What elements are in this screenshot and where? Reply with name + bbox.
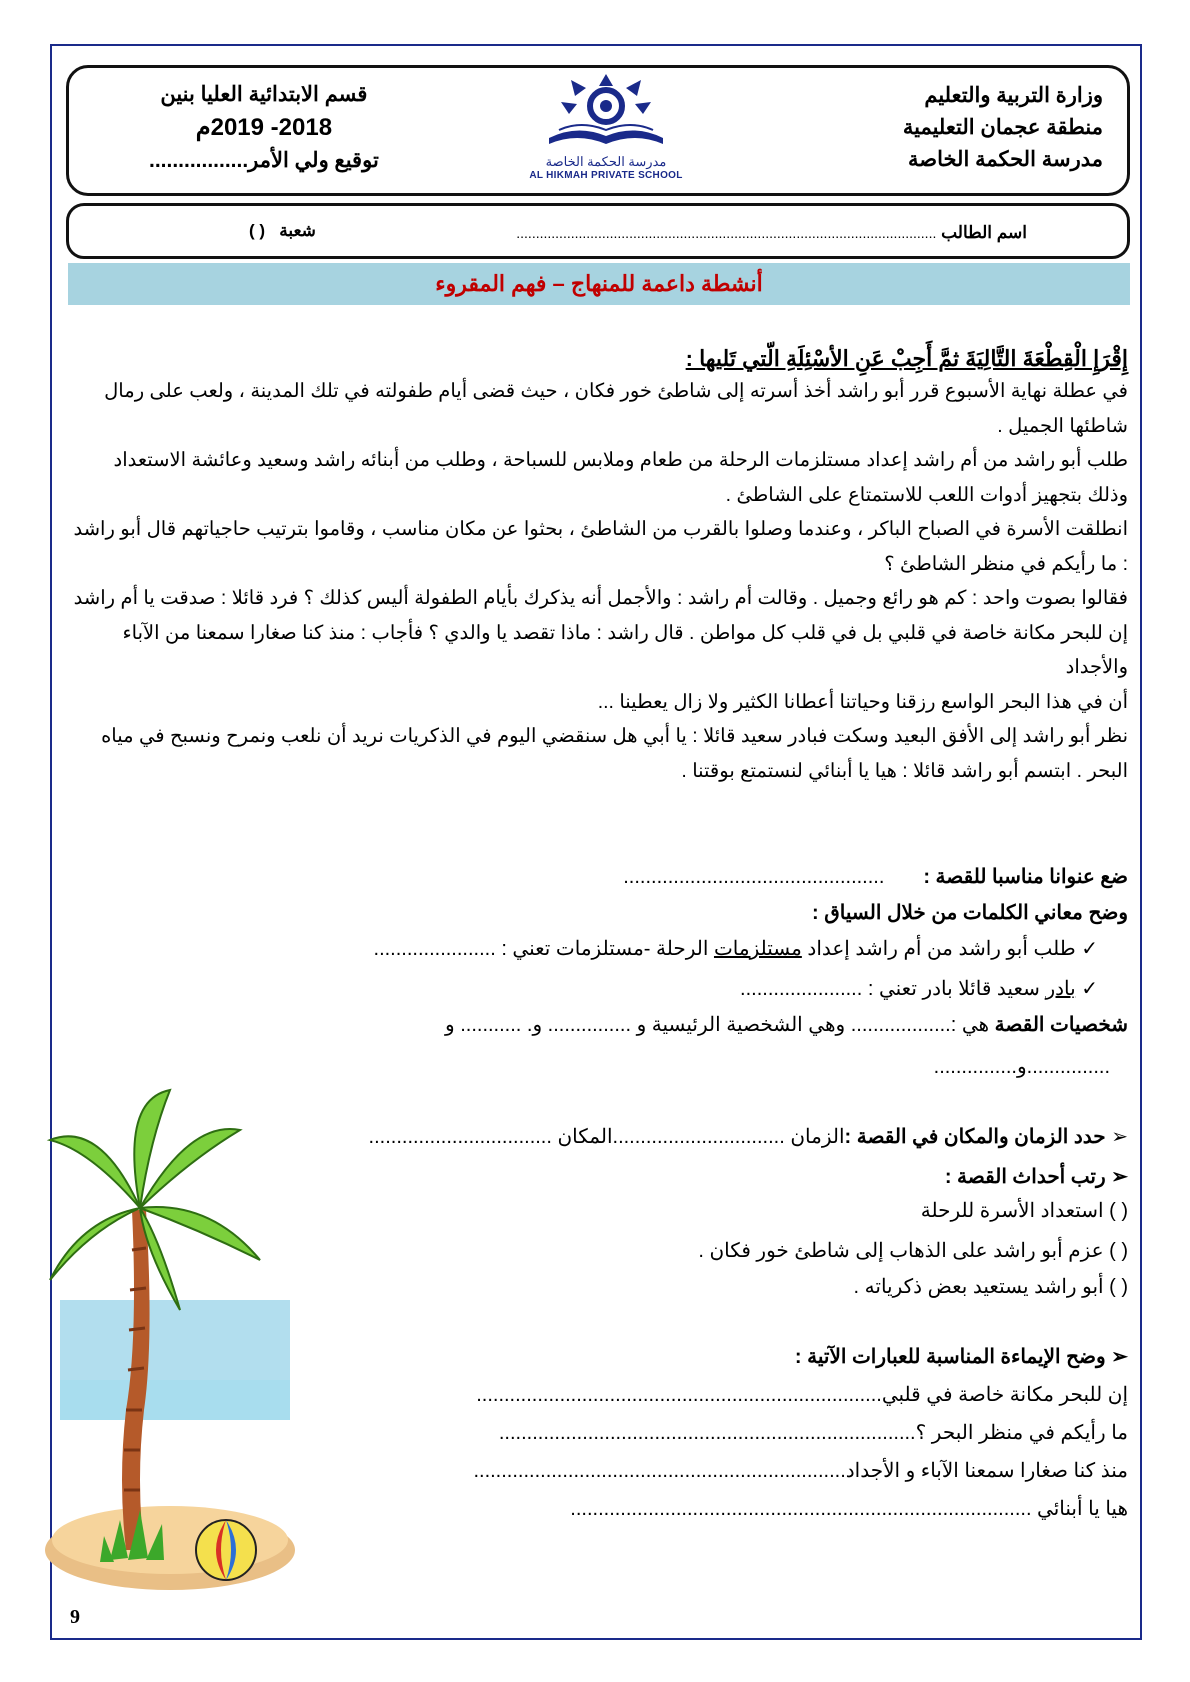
activity-title-banner: أنشطة داعمة للمنهاج – فهم المقروء xyxy=(68,263,1130,305)
characters-rest: هي :.................. وهي الشخصية الرئيسية و ............... و. ........... و xyxy=(445,1014,995,1036)
student-info-box xyxy=(66,203,1130,259)
header-box xyxy=(66,65,1130,196)
department-block xyxy=(149,78,379,177)
passage-paragraph: فقالوا بصوت واحد : كم هو رائع وجميل . وقالت أم راشد : والأجمل أنه يذكرك بأيام الطفولة أليس كذلك ؟ فرد قائلا : صدقت يا أم راشد إن للبحر مكانة خاصة في قلبي بل في قلب كل مواطن . قال راشد : ماذا تقصد يا والدي ؟ فأجاب : منذ كنا صغارا سمعنا من الآباء والأجداد xyxy=(73,587,1128,678)
time-place-fields: الزمان ...............................المكان ................................. xyxy=(368,1126,845,1148)
logo-arabic-text: مدرسة الحكمة الخاصة xyxy=(545,154,667,169)
order-item[interactable]: ( ) استعداد الأسرة للرحلة xyxy=(920,1200,1128,1222)
school-line: مدرسة الحكمة الخاصة xyxy=(908,148,1103,171)
ministry-line: وزارة التربية والتعليم xyxy=(924,84,1103,107)
meaning-1-word: مستلزمات xyxy=(713,938,802,960)
implication-item[interactable]: منذ كنا صغارا سمعنا الآباء و الأجداد................................................................... xyxy=(473,1460,1128,1482)
student-name-label: اسم الطالب xyxy=(941,223,1027,242)
story-title-dots: ............................................... xyxy=(623,866,885,888)
section-paren: ( ) xyxy=(249,221,266,240)
school-logo xyxy=(501,72,711,196)
section-label: شعبة xyxy=(279,221,316,240)
order-item[interactable]: ( ) أبو راشد يستعيد بعض ذكرياته . xyxy=(853,1276,1128,1298)
order-item[interactable]: ( ) عزم أبو راشد على الذهاب إلى شاطئ خور فكان . xyxy=(698,1240,1128,1262)
meaning-1-prefix: طلب أبو راشد من أم راشد إعداد xyxy=(801,938,1076,960)
beach-ball-icon xyxy=(196,1520,256,1580)
word-meanings-question: وضح معاني الكلمات من خلال السياق : xyxy=(812,902,1128,924)
arrow-bullet-icon: ➢ xyxy=(1105,1126,1128,1148)
meaning-1-suffix: الرحلة -مستلزمات تعني : ...................... xyxy=(373,938,714,960)
order-events-label: رتب أحداث القصة : xyxy=(944,1166,1106,1188)
implication-label: وضح الإيماءة المناسبة للعبارات الآتية : xyxy=(794,1346,1106,1368)
check-icon: ✓ xyxy=(1075,938,1098,960)
palm-tree-beach-illustration xyxy=(40,1080,300,1600)
story-title-label: ضع عنوانا مناسبا للقصة : xyxy=(923,866,1128,888)
meaning-item-2[interactable] xyxy=(740,972,1098,1006)
time-place-question[interactable] xyxy=(369,1120,1128,1154)
meaning-item-1[interactable] xyxy=(374,932,1098,966)
passage-paragraph: في عطلة نهاية الأسبوع قرر أبو راشد أخذ أسرته إلى شاطئ خور فكان ، حيث قضى أيام طفولته في تلك المدينة ، ولعب على رمال شاطئها الجميل . xyxy=(104,380,1128,437)
check-icon: ✓ xyxy=(1075,978,1098,1000)
student-name-dots: ............................................................................................................ xyxy=(516,225,937,241)
order-events-question xyxy=(945,1160,1128,1194)
characters-label: شخصيات القصة xyxy=(994,1014,1128,1036)
implication-item[interactable]: إن للبحر مكانة خاصة في قلبي......................................................................... xyxy=(476,1384,1128,1406)
section-field[interactable] xyxy=(249,221,316,241)
reading-instruction: إِقْرَإِ الْقِطْعَةَ التَّالِيَةَ ثمَّ أَجِبْ عَنِ الأسْئِلَةِ الّتي تَليها : xyxy=(685,346,1128,371)
page-number: 9 xyxy=(70,1606,80,1628)
department-line: قسم الابتدائية العليا بنين xyxy=(160,83,368,106)
time-place-label: حدد الزمان والمكان في القصة : xyxy=(844,1126,1106,1148)
arrow-bullet-icon: ➢ xyxy=(1105,1346,1128,1368)
zone-line: منطقة عجمان التعليمية xyxy=(902,116,1103,139)
characters-question[interactable] xyxy=(445,1008,1128,1042)
implication-item[interactable]: هيا يا أبنائي ................................................................................... xyxy=(570,1498,1128,1520)
implication-item[interactable]: ما رأيكم في منظر البحر ؟........................................................................... xyxy=(498,1422,1128,1444)
parent-signature-line: توقيع ولي الأمر................. xyxy=(149,149,379,172)
passage-paragraph: نظر أبو راشد إلى الأفق البعيد وسكت فبادر سعيد قائلا : يا أبي هل سنقضي اليوم في الذكريات نريد أن نلعب ونمرح ونسبح في مياه البحر . ابتسم أبو راشد قائلا : هيا يا أبنائي لنستمتع بوقتنا . xyxy=(101,725,1128,782)
meaning-2-suffix: سعيد قائلا بادر تعني : ...................... xyxy=(740,978,1046,1000)
characters-line-2[interactable]: ...............و............... xyxy=(933,1056,1110,1078)
logo-emblem-icon xyxy=(531,72,681,154)
logo-english-text: AL HIKMAH PRIVATE SCHOOL xyxy=(529,170,683,181)
student-name-field[interactable] xyxy=(516,223,1027,243)
academic-year: 2018- 2019م xyxy=(195,114,333,141)
implication-question xyxy=(795,1340,1128,1374)
arrow-bullet-icon: ➢ xyxy=(1105,1166,1128,1188)
passage-paragraph: أن في هذا البحر الواسع رزقنا وحياتنا أعطانا الكثير ولا زال يعطينا ... xyxy=(597,690,1128,713)
reading-passage xyxy=(68,374,1128,788)
passage-paragraph: انطلقت الأسرة في الصباح الباكر ، وعندما وصلوا بالقرب من الشاطئ ، بحثوا عن مكان مناسب ، وقاموا بترتيب حاجياتهم قال أبو راشد : ما رأيكم في منظر الشاطئ ؟ xyxy=(73,518,1128,575)
passage-paragraph: طلب أبو راشد من أم راشد إعداد مستلزمات الرحلة من طعام وملابس للسباحة ، وطلب من أبنائه راشد وسعيد وعائشة الاستعداد وذلك بتجهيز أدوات اللعب للاستمتاع على الشاطئ . xyxy=(113,449,1128,506)
ministry-block xyxy=(903,80,1103,176)
meaning-2-word: بادر xyxy=(1045,978,1076,1000)
story-title-question[interactable] xyxy=(623,860,1128,894)
